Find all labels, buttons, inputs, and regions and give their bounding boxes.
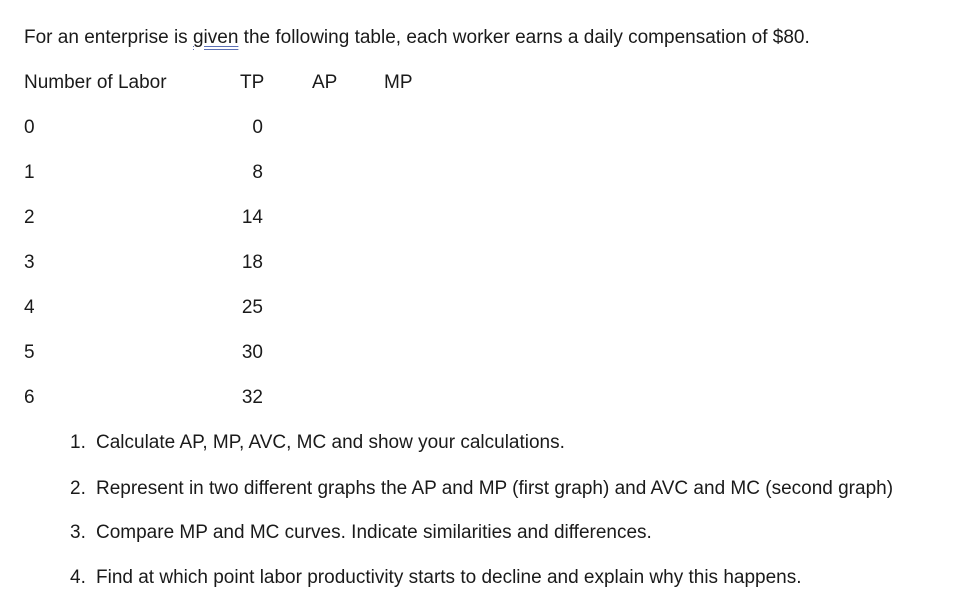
intro-text-before: For an enterprise is (24, 27, 193, 48)
tp-cell: 18 (241, 252, 263, 273)
question-number: 2. (70, 478, 86, 499)
intro-paragraph (24, 26, 810, 50)
question-text: Find at which point labor productivity starts to decline and explain why this happens. (96, 567, 802, 588)
labor-cell: 4 (24, 297, 35, 318)
question-number: 4. (70, 567, 86, 588)
tp-cell: 25 (241, 297, 263, 318)
labor-cell: 1 (24, 162, 35, 183)
labor-cell: 2 (24, 207, 35, 228)
tp-cell: 32 (241, 387, 263, 408)
header-tp: TP (240, 72, 265, 93)
spellcheck-flagged-word[interactable]: given (192, 27, 239, 48)
tp-cell: 14 (241, 207, 263, 228)
question-number: 3. (70, 522, 86, 543)
tp-cell: 0 (252, 117, 263, 138)
labor-cell: 0 (24, 117, 35, 138)
header-ap: AP (312, 72, 338, 93)
labor-cell: 6 (24, 387, 35, 408)
labor-cell: 5 (24, 342, 35, 363)
intro-text-after: the following table, each worker earns a daily compensation of $80. (238, 27, 810, 48)
tp-cell: 8 (252, 162, 263, 183)
header-number-of-labor: Number of Labor (24, 72, 167, 93)
question-number: 1. (70, 432, 86, 453)
tp-cell: 30 (241, 342, 263, 363)
question-text: Calculate AP, MP, AVC, MC and show your calculations. (96, 432, 565, 453)
question-text: Compare MP and MC curves. Indicate similarities and differences. (96, 522, 652, 543)
labor-cell: 3 (24, 252, 35, 273)
question-text: Represent in two different graphs the AP and MP (first graph) and AVC and MC (second graph) (96, 478, 894, 499)
header-mp: MP (384, 72, 413, 93)
